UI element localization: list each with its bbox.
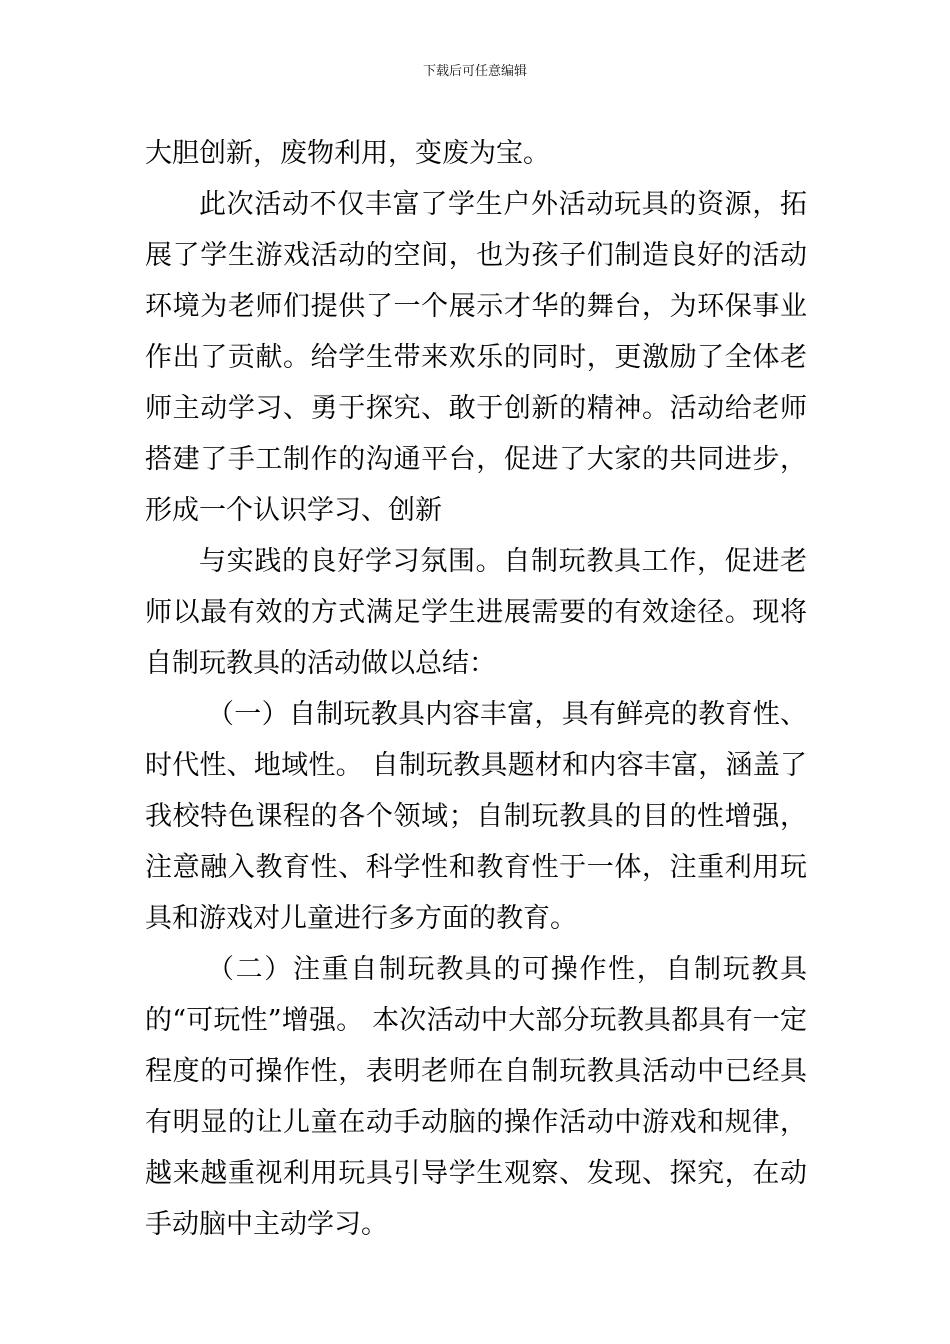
paragraph-continuation: 大胆创新，废物利用，变废为宝。 bbox=[145, 138, 550, 169]
paragraph-point-one: （一）自制玩教具内容丰富，具有鲜亮的教育性、时代性、地域性。 自制玩教具题材和内容丰富，涵盖了我校特色课程的各个领域；自制玩教具的目的性增强，注意融入教育性、科学性和教育性于一体，注重利用玩具和游戏对儿童进行多方面的教育。 bbox=[145, 699, 807, 934]
paragraph-activity-summary: 此次活动不仅丰富了学生户外活动玩具的资源，拓展了学生游戏活动的空间，也为孩子们制造良好的活动环境为老师们提供了一个展示才华的舞台，为环保事业作出了贡献。给学生带来欢乐的同时，更激励了全体老师主动学习、勇于探究、敢于创新的精神。活动给老师搭建了手工制作的沟通平台，促进了大家的共同进步，形成一个认识学习、创新 bbox=[145, 189, 807, 526]
page-header-note: 下载后可任意编辑 bbox=[422, 64, 527, 79]
paragraph-practice-atmosphere: 与实践的良好学习氛围。自制玩教具工作，促进老师以最有效的方式满足学生进展需要的有效途径。现将自制玩教具的活动做以总结： bbox=[145, 546, 807, 679]
document-body bbox=[145, 128, 807, 1250]
paragraph-point-two: （二）注重自制玩教具的可操作性，自制玩教具的“可玩性”增强。 本次活动中大部分玩教具都具有一定程度的可操作性，表明老师在自制玩教具活动中已经具有明显的让儿童在动手动脑的操作活动中游戏和规律，越来越重视利用玩具引导学生观察、发现、探究，在动手动脑中主动学习。 bbox=[145, 954, 807, 1240]
